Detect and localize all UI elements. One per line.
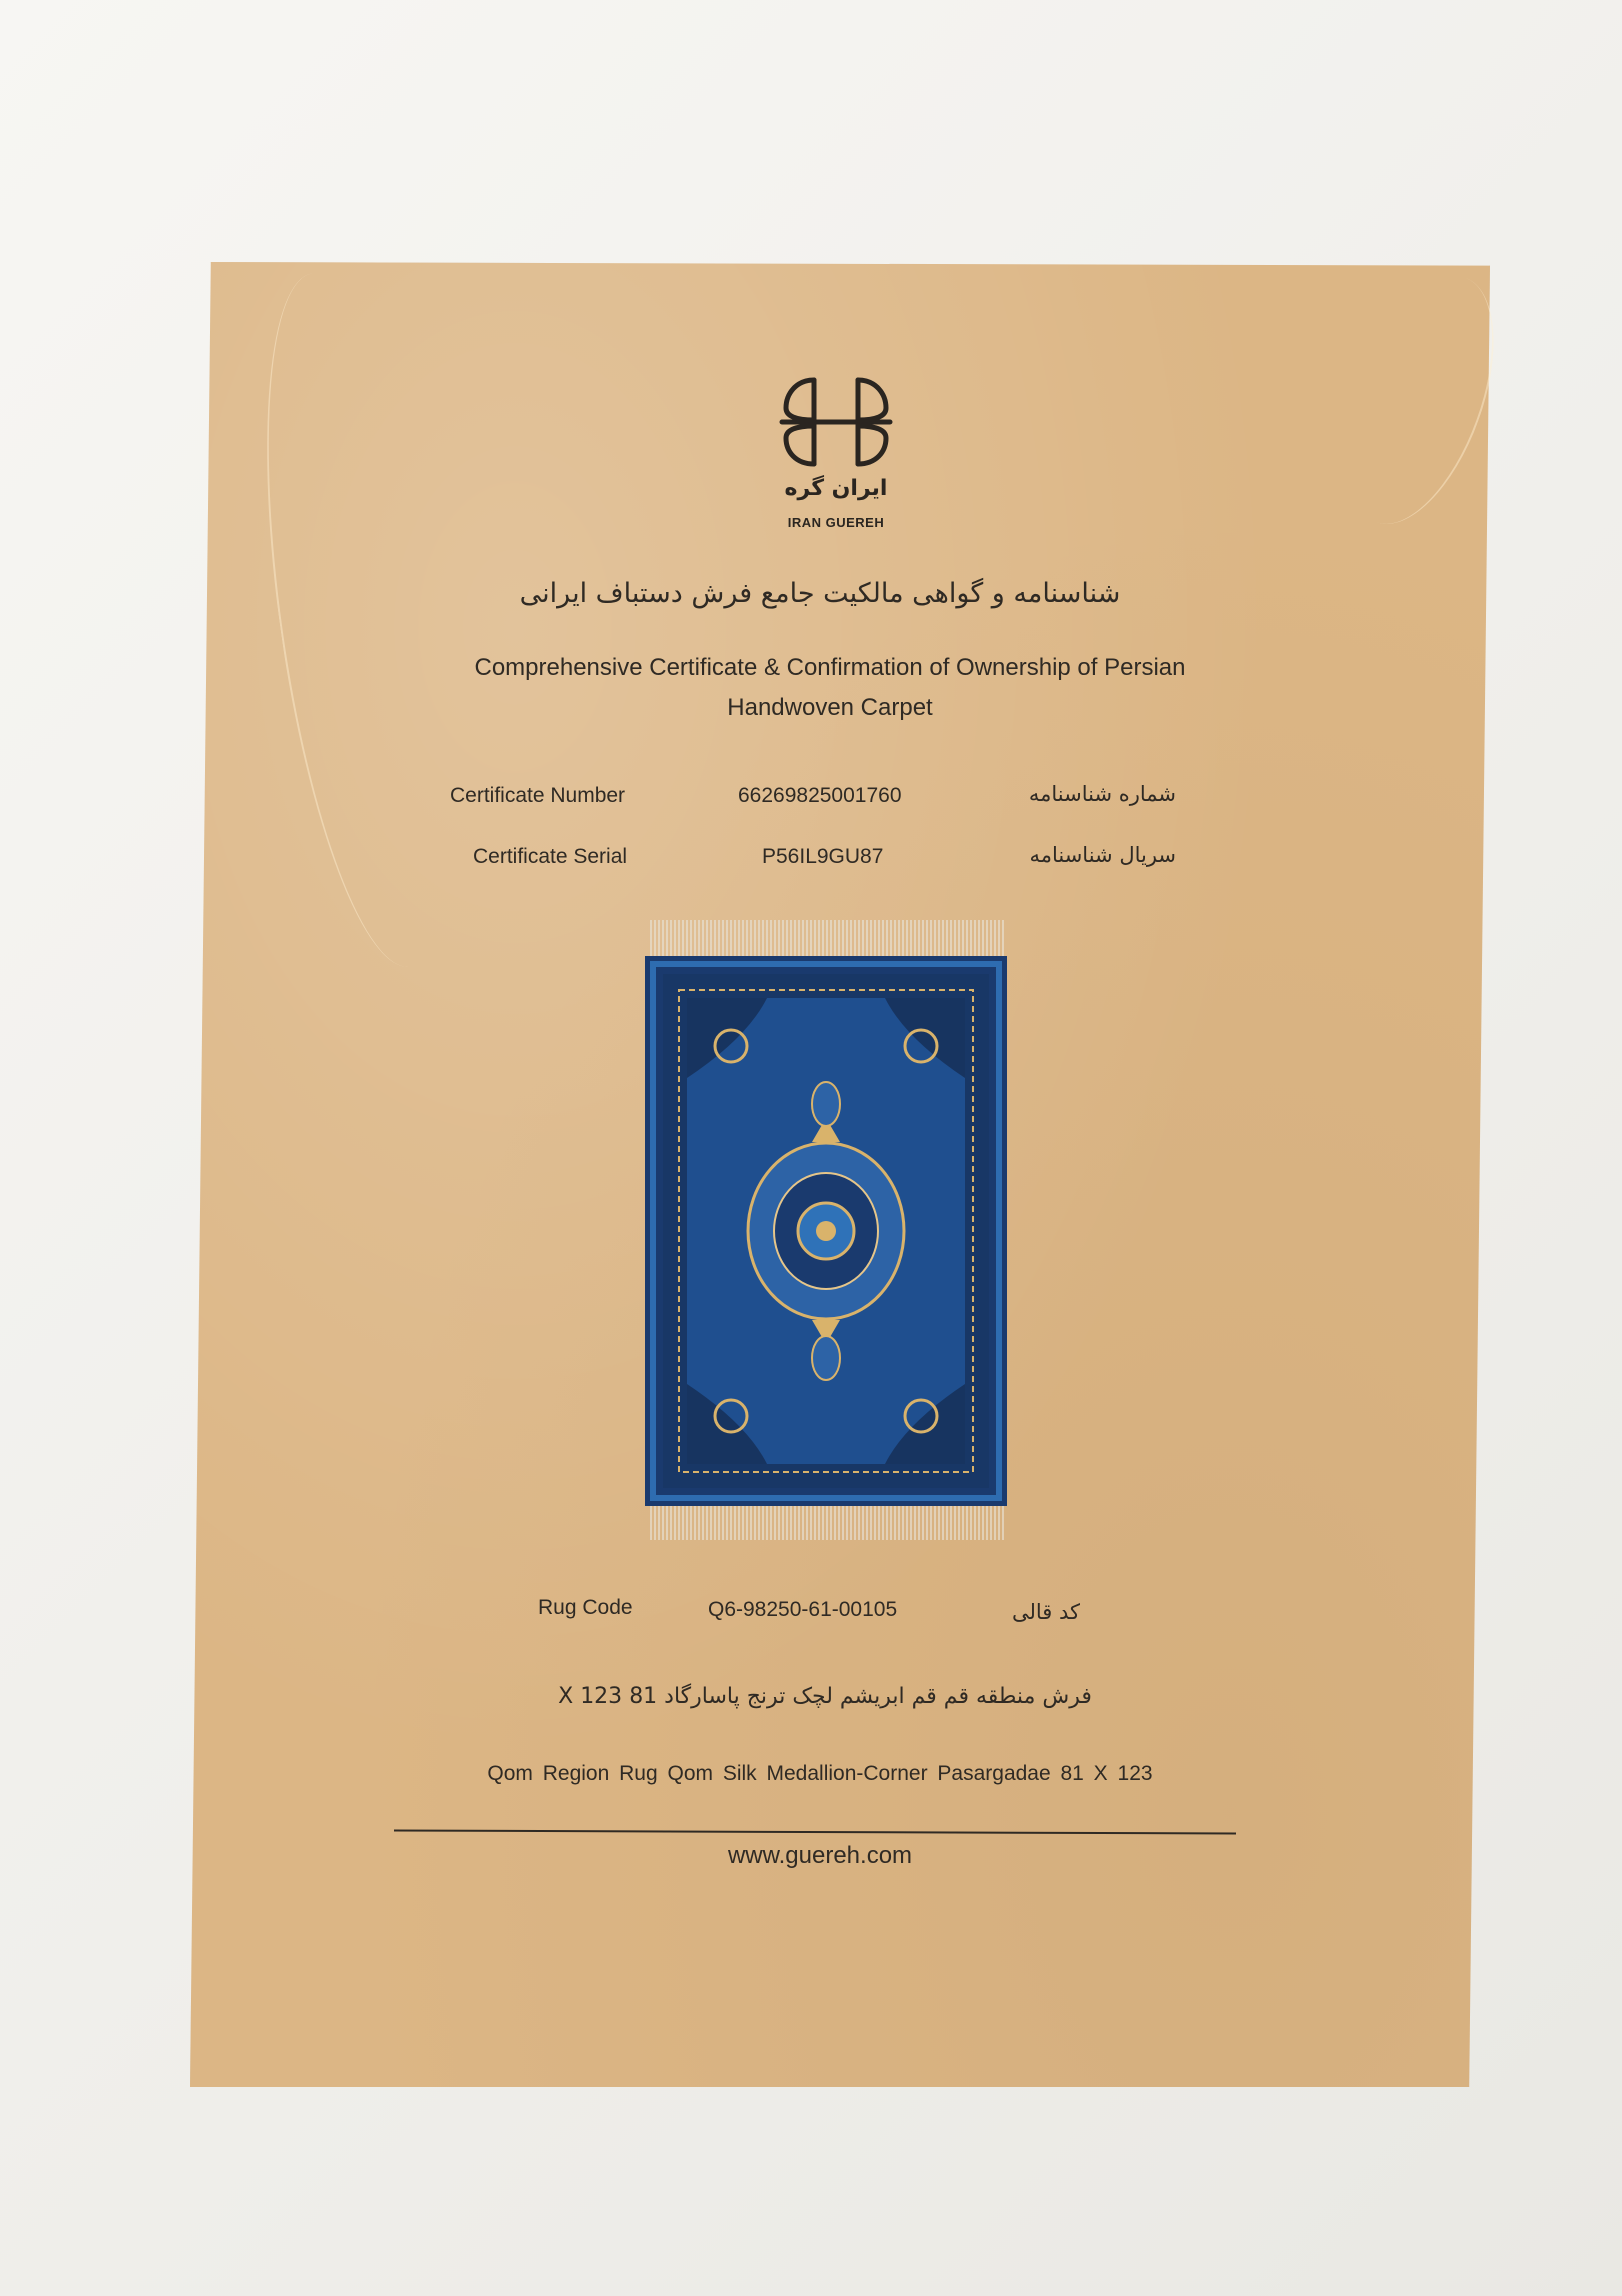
certificate-number-label-fa: شماره شناسنامه <box>1028 782 1176 806</box>
certificate-number-value: 66269825001760 <box>738 784 902 807</box>
title-en-line-2: Handwoven Carpet <box>727 694 933 721</box>
carpet-image <box>645 918 1007 1542</box>
rug-code-value: Q6-98250-61-00105 <box>708 1598 898 1621</box>
title-en-line-1: Comprehensive Certificate & Confirmation of Ownership of Persian <box>474 654 1186 681</box>
rug-code-label-fa: کد قالی <box>1011 1600 1080 1624</box>
rug-description-fa: فرش منطقه قم قم ابریشم لچک ترنج پاسارگاد 81 X 123 <box>558 1684 1092 1709</box>
certificate-serial-label-fa: سریال شناسنامه <box>1029 843 1176 867</box>
website-text: www.guereh.com <box>727 1842 913 1869</box>
rug-description-en: Qom Region Rug Qom Silk Medallion-Corner Pasargadae 81 X 123 <box>487 1762 1153 1785</box>
title-en <box>420 648 1240 728</box>
title-fa: شناسنامه و گواهی مالکیت جامع فرش دستباف ایرانی <box>519 578 1121 609</box>
brand-name-en: IRAN GUEREH <box>787 515 885 530</box>
certificate-serial-label-en: Certificate Serial <box>473 845 628 868</box>
certificate-number-label-en: Certificate Number <box>450 784 626 807</box>
certificate-serial-value: P56IL9GU87 <box>762 845 884 868</box>
rug-code-label-en: Rug Code <box>538 1596 633 1619</box>
brand-name-fa: ایران گره <box>784 476 888 501</box>
